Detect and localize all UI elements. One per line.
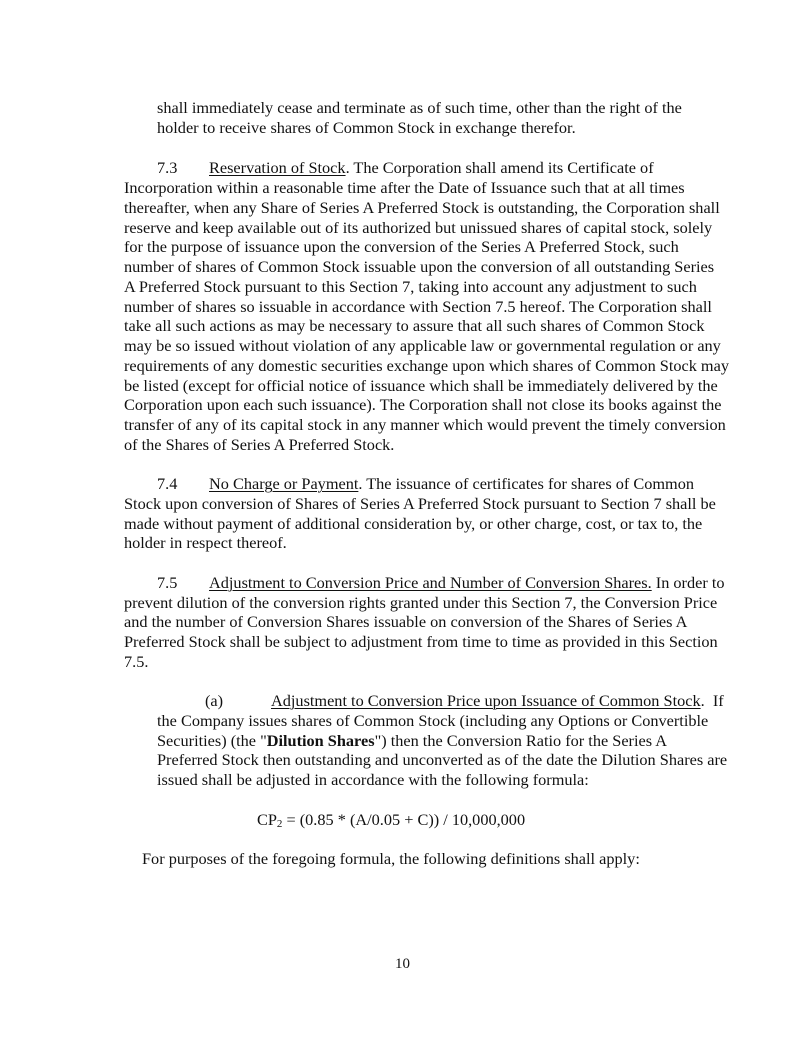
formula-lhs: CP (257, 810, 277, 829)
section-number: 7.5 (157, 573, 178, 592)
section-7-5-line: and the number of Conversion Shares issuable on conversion of the Shares of Series A (124, 612, 688, 631)
continuation-line: holder to receive shares of Common Stock in exchange therefor. (157, 118, 576, 137)
subsection-a-line (157, 731, 667, 751)
section-7-3-line: reserve and keep available out of its authorized but unissued shares of capital stock, solely (124, 218, 713, 237)
section-7-3-line: thereafter, when any Share of Series A Preferred Stock is outstanding, the Corporation shall (124, 198, 720, 217)
section-7-4-line: Stock upon conversion of Shares of Series A Preferred Stock pursuant to Section 7 shall be (124, 494, 716, 513)
page-number: 10 (395, 956, 410, 972)
section-7-5-line: Preferred Stock shall be subject to adjustment from time to time as provided in this Section (124, 632, 718, 651)
section-7-4-line: made without payment of additional consideration by, or other charge, cost, or tax to, the (124, 514, 703, 533)
section-7-3-line: for the purpose of issuance upon the conversion of the Series A Preferred Stock, such (124, 237, 679, 256)
section-number: 7.3 (157, 158, 178, 177)
section-7-3-line: transfer of any of its capital stock in any manner which would prevent the timely conversion (124, 415, 726, 434)
section-7-3-first-line (157, 158, 654, 178)
continuation-line: shall immediately cease and terminate as of such time, other than the right of the (157, 98, 682, 117)
section-7-3-line: number of shares of Common Stock issuable upon the conversion of all outstanding Series (124, 257, 715, 276)
subsection-a-line: Preferred Stock then outstanding and unconverted as of the date the Dilution Shares are (157, 750, 728, 769)
section-7-3-line: be listed (except for official notice of issuance which shall be immediately delivered by the (124, 376, 718, 395)
section-7-5-line: prevent dilution of the conversion rights granted under this Section 7, the Conversion Price (124, 593, 718, 612)
section-text: . The Corporation shall amend its Certificate of (345, 158, 654, 177)
subsection-a-line: issued shall be adjusted in accordance with the following formula: (157, 770, 589, 789)
section-7-3-line: Incorporation within a reasonable time after the Date of Issuance such that at all times (124, 178, 685, 197)
conversion-price-formula (257, 810, 525, 835)
subsection-a-line: the Company issues shares of Common Stock (including any Options or Convertible (157, 711, 709, 730)
section-7-5-line: 7.5. (124, 652, 149, 671)
subsection-text: Securities) (the " (157, 731, 267, 750)
section-7-4-first-line (157, 474, 694, 494)
section-7-3-line: may be so issued without violation of any applicable law or governmental regulation or any (124, 336, 721, 355)
section-heading: No Charge or Payment (209, 474, 359, 493)
subsection-label: (a) (205, 691, 224, 710)
section-7-3-line: number of shares so issuable in accordance with Section 7.5 hereof. The Corporation shall (124, 297, 712, 316)
section-heading: Reservation of Stock (209, 158, 346, 177)
subsection-heading: Adjustment to Conversion Price upon Issuance of Common Stock (271, 691, 701, 710)
section-7-3-line: of the Shares of Series A Preferred Stock. (124, 435, 395, 454)
subsection-text: . If (700, 691, 724, 710)
section-text: . The issuance of certificates for shares of Common (358, 474, 694, 493)
formula-subscript: 2 (276, 818, 283, 830)
section-text: In order to (651, 573, 725, 592)
subsection-a-first-line (205, 691, 724, 711)
section-number: 7.4 (157, 474, 178, 493)
section-7-5-first-line (157, 573, 725, 593)
definitions-intro: For purposes of the foregoing formula, the following definitions shall apply: (142, 849, 640, 868)
section-heading: Adjustment to Conversion Price and Number of Conversion Shares. (209, 573, 652, 592)
section-7-4-line: holder in respect thereof. (124, 533, 287, 552)
section-7-3-line: requirements of any domestic securities exchange upon which shares of Common Stock may (124, 356, 729, 375)
section-7-3-line: A Preferred Stock pursuant to this Section 7, taking into account any adjustment to such (124, 277, 697, 296)
subsection-text: ") then the Conversion Ratio for the Series A (374, 731, 667, 750)
section-7-3-line: Corporation upon each such issuance). The Corporation shall not close its books against the (124, 395, 722, 414)
defined-term-dilution-shares: Dilution Shares (266, 731, 375, 750)
formula-rhs: = (0.85 * (A/0.05 + C)) / 10,000,000 (282, 810, 526, 829)
section-7-3-line: take all such actions as may be necessary to assure that all such shares of Common Stock (124, 316, 705, 335)
